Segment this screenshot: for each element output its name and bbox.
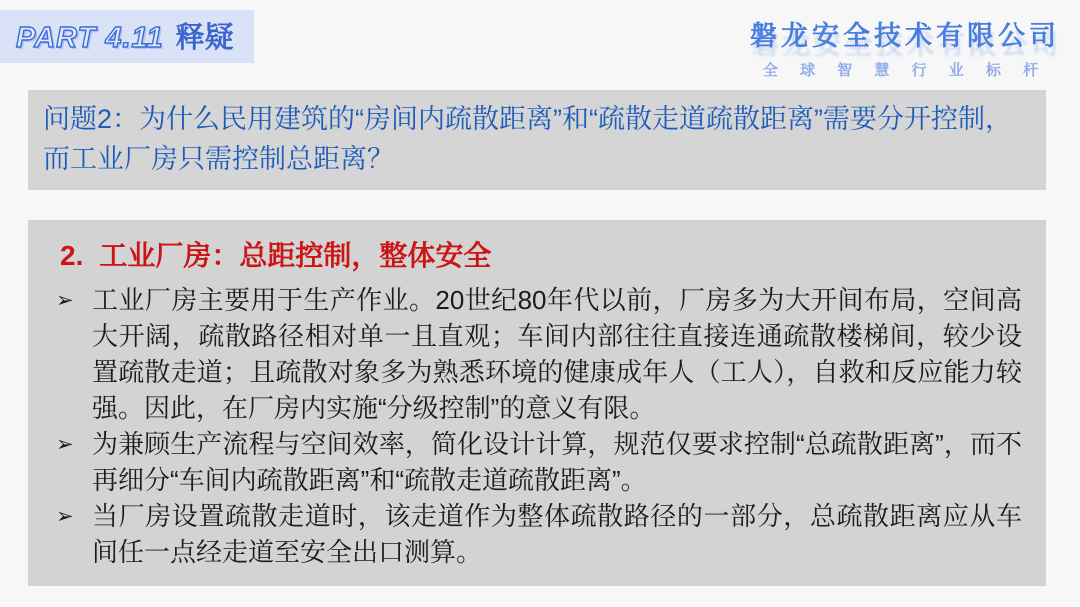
bullet-text: 工业厂房主要用于生产作业。20世纪80年代以前，厂房多为大开间布局，空间高大开阔，疏散路径相对单一且直观；车间内部往往直接连通疏散楼梯间，较少设置疏散走道；且疏散对象多为熟悉环境的健康成年人（工人），自救和反应能力较强。因此，在厂房内实施“分级控制”的意义有限。 [92,285,1022,423]
company-name: 磐龙安全技术有限公司 [750,21,1060,51]
bullet-text: 当厂房设置疏散走道时，该走道作为整体疏散路径的一部分，总疏散距离应从车间任一点经走道至安全出口测算。 [92,501,1022,567]
answer-heading [52,230,1022,282]
arrow-bullet-icon: ➢ [56,289,74,312]
part-topic-label: 释疑 [175,22,234,54]
question-box [28,90,1046,190]
part-banner [0,10,254,63]
arrow-bullet-icon: ➢ [56,433,74,456]
bullet-item [52,282,1022,426]
answer-box [28,220,1046,586]
bullet-text: 为兼顾生产流程与空间效率，简化设计计算，规范仅要求控制“总疏散距离”，而不再细分“车间内疏散距离”和“疏散走道疏散距离”。 [92,429,1022,495]
company-brand [750,14,1060,80]
question-text: 问题2：为什么民用建筑的“房间内疏散距离”和“疏散走道疏散距离”需要分开控制，而工业厂房只需控制总距离？ [43,104,1012,174]
part-number-label: PART 4.11 [16,22,164,54]
answer-heading-title: 工业厂房：总距控制，整体安全 [99,240,492,271]
arrow-bullet-icon: ➢ [56,505,74,528]
bullet-item [52,426,1022,498]
answer-bullet-list [52,282,1022,570]
bullet-item [52,498,1022,570]
answer-heading-number: 2. [60,240,84,271]
company-tagline: 全 球 智 慧 行 业 标 杆 [762,62,1048,79]
